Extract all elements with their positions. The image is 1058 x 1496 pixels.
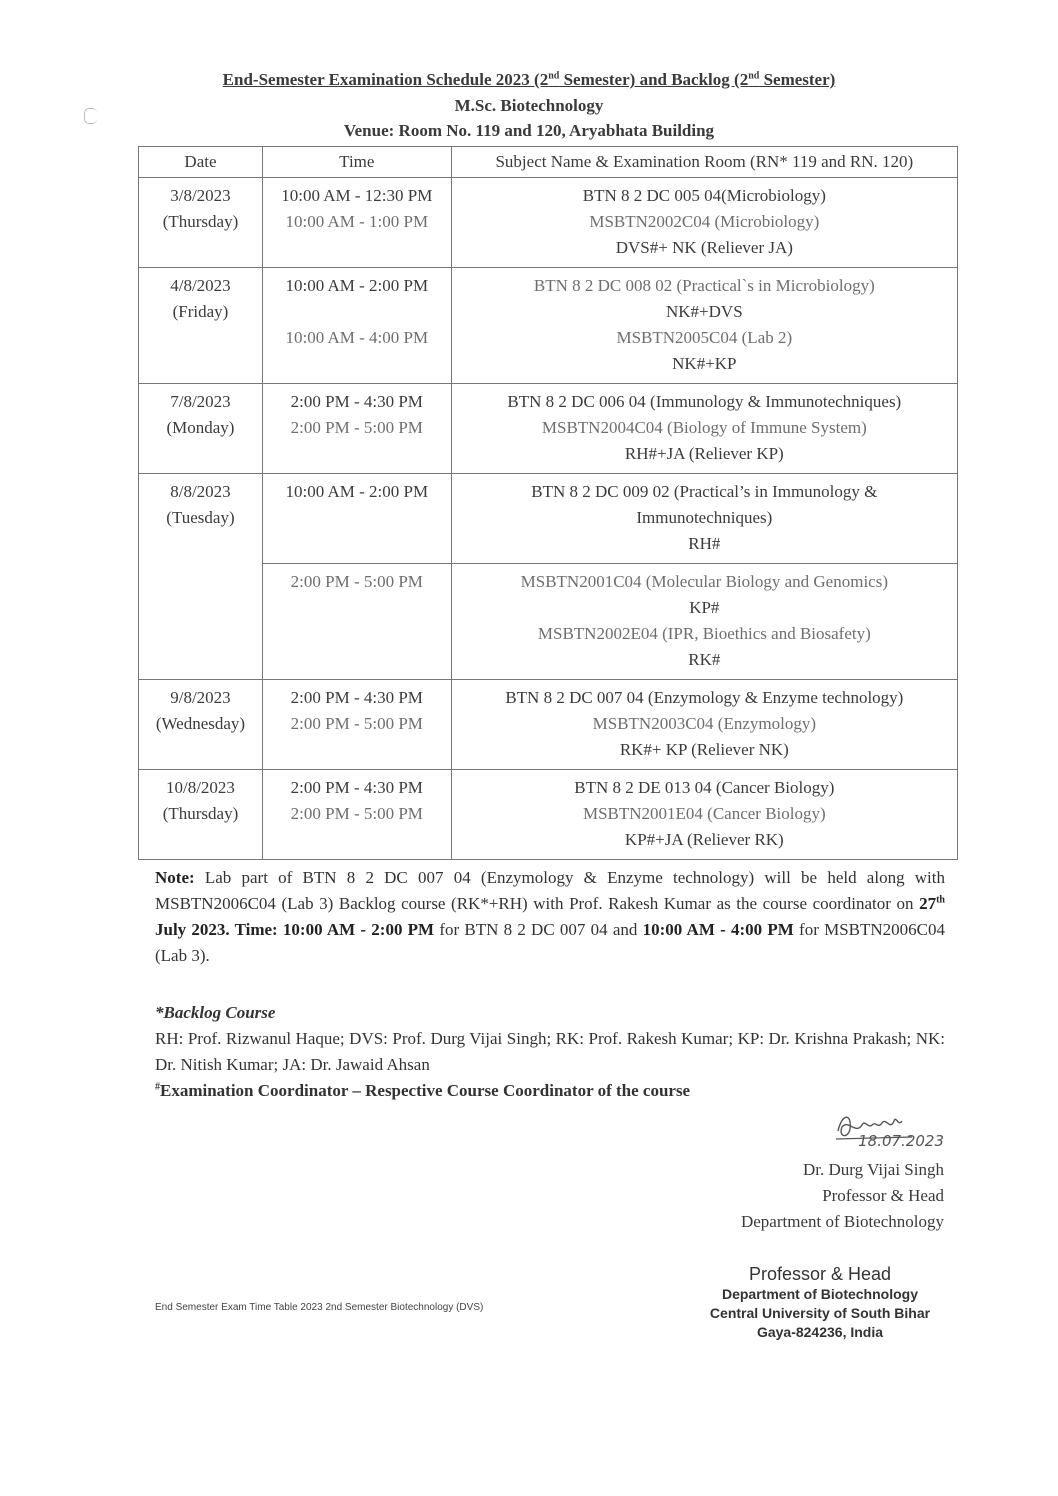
invigilators: RK# bbox=[688, 650, 721, 669]
date: 8/8/2023 bbox=[170, 482, 231, 501]
course: MSBTN2005C04 (Lab 2) bbox=[616, 328, 793, 347]
table-row bbox=[139, 268, 958, 384]
day: (Thursday) bbox=[162, 212, 239, 231]
course: MSBTN2002E04 (IPR, Bioethics and Biosafety) bbox=[537, 624, 871, 643]
time-slot: 2:00 PM - 4:30 PM bbox=[290, 392, 423, 411]
date: 4/8/2023 bbox=[170, 276, 231, 295]
course: MSBTN2004C04 (Biology of Immune System) bbox=[541, 418, 867, 437]
time-slot: 10:00 AM - 12:30 PM bbox=[281, 186, 433, 205]
invigilators: KP# bbox=[689, 598, 720, 617]
subject-cell bbox=[451, 178, 957, 268]
program-name: M.Sc. Biotechnology bbox=[454, 96, 604, 115]
day: (Tuesday) bbox=[166, 508, 235, 527]
note-text: for BTN 8 2 DC 007 04 and bbox=[434, 920, 643, 939]
exam-schedule-table bbox=[138, 146, 958, 860]
note-text: for MSBTN2006C04 (Lab 3). bbox=[155, 920, 945, 965]
invigilators: RH#+JA (Reliever KP) bbox=[624, 444, 784, 463]
document-title: End-Semester Examination Schedule 2023 (2nd Semester) and Backlog (2nd Semester) bbox=[222, 70, 836, 89]
day: (Friday) bbox=[172, 302, 229, 321]
table-row bbox=[139, 770, 958, 860]
course: MSBTN2001C04 (Molecular Biology and Genomics) bbox=[520, 572, 888, 591]
time-slot: 2:00 PM - 4:30 PM bbox=[290, 778, 423, 797]
header-time: Time bbox=[262, 147, 451, 178]
time-cell bbox=[262, 268, 451, 384]
header-subject: Subject Name & Examination Room (RN* 119 and RN. 120) bbox=[451, 147, 957, 178]
date-cell bbox=[139, 770, 263, 860]
stamp-line: Gaya-824236, India bbox=[756, 1324, 884, 1340]
date: 3/8/2023 bbox=[170, 186, 231, 205]
time-cell bbox=[262, 564, 451, 680]
date-cell bbox=[139, 178, 263, 268]
date: 10/8/2023 bbox=[165, 778, 235, 797]
subject-cell bbox=[451, 474, 957, 564]
course: BTN 8 2 DC 008 02 (Practical`s in Microbiology) bbox=[533, 276, 875, 295]
day: (Thursday) bbox=[162, 804, 239, 823]
note-date: 27th July 2023. Time: 10:00 AM - 2:00 PM bbox=[155, 894, 945, 939]
invigilators: DVS#+ NK (Reliever JA) bbox=[615, 238, 793, 257]
signatory-name: Dr. Durg Vijai Singh bbox=[803, 1160, 944, 1179]
time-slot: 2:00 PM - 4:30 PM bbox=[290, 688, 423, 707]
date-cell bbox=[139, 384, 263, 474]
course: BTN 8 2 DC 006 04 (Immunology & Immunotechniques) bbox=[507, 392, 902, 411]
time-cell bbox=[262, 178, 451, 268]
day: (Wednesday) bbox=[155, 714, 246, 733]
invigilators: NK#+DVS bbox=[666, 302, 743, 321]
course: MSBTN2001E04 (Cancer Biology) bbox=[582, 804, 826, 823]
table-row bbox=[139, 680, 958, 770]
signatory-title: Professor & Head bbox=[822, 1186, 944, 1205]
date-cell bbox=[139, 268, 263, 384]
time-slot: 2:00 PM - 5:00 PM bbox=[290, 714, 423, 733]
stamp-line: Professor & Head bbox=[748, 1264, 892, 1284]
subject-cell bbox=[451, 770, 957, 860]
time-slot: 2:00 PM - 5:00 PM bbox=[290, 572, 423, 591]
time-cell bbox=[262, 474, 451, 564]
time-slot: 10:00 AM - 2:00 PM bbox=[285, 276, 429, 295]
time-slot: 10:00 AM - 1:00 PM bbox=[285, 212, 429, 231]
time-slot: 10:00 AM - 2:00 PM bbox=[285, 482, 429, 501]
course: Immunotechniques) bbox=[636, 508, 773, 527]
time-slot: 2:00 PM - 5:00 PM bbox=[290, 418, 423, 437]
table-row bbox=[139, 474, 958, 564]
lab-note bbox=[155, 865, 945, 969]
invigilators: RH# bbox=[688, 534, 721, 553]
course: BTN 8 2 DE 013 04 (Cancer Biology) bbox=[574, 778, 835, 797]
official-stamp bbox=[700, 1264, 940, 1342]
day: (Monday) bbox=[166, 418, 235, 437]
date: 7/8/2023 bbox=[170, 392, 231, 411]
course: BTN 8 2 DC 007 04 (Enzymology & Enzyme technology) bbox=[505, 688, 904, 707]
coordinator-note: #Examination Coordinator – Respective Course Coordinator of the course bbox=[155, 1081, 691, 1100]
course: BTN 8 2 DC 005 04(Microbiology) bbox=[582, 186, 826, 205]
abbreviations: RH: Prof. Rizwanul Haque; DVS: Prof. Durg Vijai Singh; RK: Prof. Rakesh Kumar; KP: Dr. Krishna Prakash; NK: Dr. Nitish Kumar; JA: Dr. Jawaid Ahsan bbox=[155, 1029, 945, 1074]
footer-filename: End Semester Exam Time Table 2023 2nd Semester Biotechnology (DVS) bbox=[155, 1302, 484, 1313]
course: MSBTN2002C04 (Microbiology) bbox=[589, 212, 820, 231]
time-cell bbox=[262, 770, 451, 860]
time-cell bbox=[262, 384, 451, 474]
time-slot: 2:00 PM - 5:00 PM bbox=[290, 804, 423, 823]
time-slot: 10:00 AM - 4:00 PM bbox=[285, 328, 429, 347]
subject-cell bbox=[451, 564, 957, 680]
note-label: Note: bbox=[155, 868, 195, 887]
table-header-row bbox=[139, 147, 958, 178]
date-cell bbox=[139, 474, 263, 680]
signature-date: 18.07.2023 bbox=[858, 1132, 944, 1150]
note-time: 10:00 AM - 4:00 PM bbox=[642, 920, 794, 939]
backlog-label: *Backlog Course bbox=[155, 1003, 276, 1022]
invigilators: RK#+ KP (Reliever NK) bbox=[619, 740, 789, 759]
header-date: Date bbox=[139, 147, 263, 178]
subject-cell bbox=[451, 680, 957, 770]
time-cell bbox=[262, 680, 451, 770]
venue: Venue: Room No. 119 and 120, Aryabhata Building bbox=[343, 121, 715, 140]
invigilators: KP#+JA (Reliever RK) bbox=[624, 830, 784, 849]
legend bbox=[155, 1000, 945, 1104]
date: 9/8/2023 bbox=[170, 688, 231, 707]
course: BTN 8 2 DC 009 02 (Practical’s in Immunology & bbox=[531, 482, 878, 501]
date-cell bbox=[139, 680, 263, 770]
stamp-line: Department of Biotechnology bbox=[721, 1286, 918, 1302]
stamp-line: Central University of South Bihar bbox=[709, 1305, 931, 1321]
subject-cell bbox=[451, 384, 957, 474]
table-row bbox=[139, 178, 958, 268]
table-row bbox=[139, 384, 958, 474]
subject-cell bbox=[451, 268, 957, 384]
note-text: Lab part of BTN 8 2 DC 007 04 (Enzymology & Enzyme technology) will be held along with MSBTN2006C04 (Lab 3) Backlog course (RK*+RH) with Prof. Rakesh Kumar as the course coordinator on bbox=[155, 868, 945, 913]
invigilators: NK#+KP bbox=[672, 354, 737, 373]
course: MSBTN2003C04 (Enzymology) bbox=[592, 714, 816, 733]
signatory-dept: Department of Biotechnology bbox=[740, 1212, 944, 1231]
